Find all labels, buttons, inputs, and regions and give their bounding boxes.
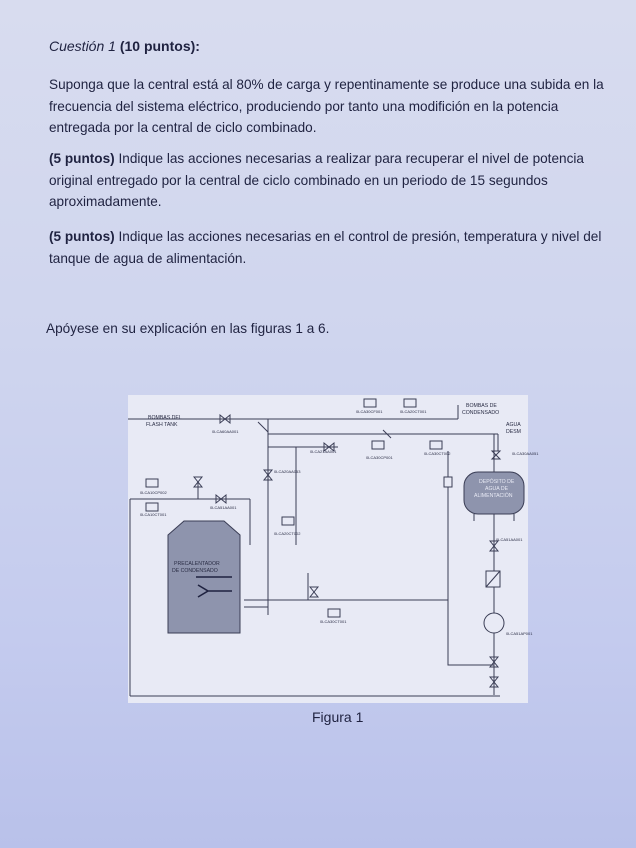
label-deposito-1: DEPÓSITO DE: [479, 479, 515, 485]
label-bombas-cond-2: CONDENSADO: [462, 410, 500, 416]
valve-icon: [258, 422, 268, 432]
question-intro: Suponga que la central está al 80% de carga y repentinamente se produce una subida en la frecuencia del sistema eléctrico, produciendo por tanto una modifición en la potencia entregada por la central de ciclo combinado.: [49, 77, 604, 135]
part-b-points: (5 puntos): [49, 229, 115, 244]
instrument-box: [404, 399, 416, 407]
question-number: Cuestión 1: [49, 38, 116, 54]
tag-0LCA51AP001: 0LCA51AP001: [506, 631, 533, 636]
instrument-box: [444, 477, 452, 487]
support-note: Apóyese en su explicación en las figuras 1 a 6.: [46, 321, 330, 336]
tag-0LCA51AA001-b: 0LCA51AA001: [496, 537, 523, 542]
instrument-box: [372, 441, 384, 449]
tag-0LCA20CT001: 0LCA20CT001: [400, 409, 427, 414]
pump-icon: [484, 613, 504, 633]
label-precalentador-1: PRECALENTADOR: [174, 561, 220, 567]
valve-icon: [492, 451, 500, 459]
label-deposito-2: AGUA DE: [485, 486, 509, 492]
tag-0LCA30AA051: 0LCA30AA051: [512, 451, 539, 456]
part-a: [49, 148, 615, 213]
part-b: [49, 226, 615, 269]
label-agua-desm-2: DESM: [506, 429, 521, 435]
tag-0LCA30CF001: 0LCA30CF001: [356, 409, 383, 414]
tag-0LCA30CP001: 0LCA30CP001: [366, 455, 393, 460]
part-a-text: Indique las acciones necesarias a realizar para recuperar el nivel de potencia original entregado por la central de ciclo combinado en un periodo de 15 segundos aproximadamente.: [49, 151, 584, 209]
label-precalentador-2: DE CONDENSADO: [172, 568, 218, 574]
question-title: [49, 38, 200, 54]
right-vertical: [308, 451, 448, 600]
figure-1-diagram: [128, 395, 539, 703]
tag-0LCA51AA001: 0LCA51AA001: [210, 505, 237, 510]
tag-0LCA21AA001: 0LCA21AA001: [310, 449, 337, 454]
tag-0LCA20CT002: 0LCA20CT002: [274, 531, 301, 536]
tag-0LCA10CP002: 0LCA10CP002: [140, 490, 167, 495]
label-agua-desm-1: AGUA: [506, 422, 521, 428]
instrument-box: [282, 517, 294, 525]
figure-caption: Figura 1: [312, 709, 364, 725]
part-b-text: Indique las acciones necesarias en el control de presión, temperatura y nivel del tanque de agua de alimentación.: [49, 229, 602, 266]
tag-0LCA30CT002: 0LCA30CT002: [424, 451, 451, 456]
label-bombas-flash-2: FLASH TANK: [146, 422, 178, 428]
tag-0LCA60AA001: 0LCA60AA001: [212, 429, 239, 434]
instrument-box: [146, 503, 158, 511]
instrument-box: [146, 479, 158, 487]
label-bombas-cond-1: BOMBAS DE: [466, 403, 497, 409]
label-deposito-3: ALIMENTACIÓN: [474, 493, 513, 499]
tag-0LCA10CT001: 0LCA10CT001: [140, 512, 167, 517]
label-bombas-flash-1: BOMBAS DEL: [148, 415, 182, 421]
valve-icon: [310, 587, 318, 597]
question-points: (10 puntos):: [119, 38, 200, 54]
tag-0LCA20AA053: 0LCA20AA053: [274, 469, 301, 474]
instrument-box: [430, 441, 442, 449]
process-diagram-svg: [128, 395, 539, 703]
part-a-points: (5 puntos): [49, 151, 115, 166]
tag-0LCA30CT001: 0LCA30CT001: [320, 619, 347, 624]
instrument-box: [328, 609, 340, 617]
instrument-box: [364, 399, 376, 407]
